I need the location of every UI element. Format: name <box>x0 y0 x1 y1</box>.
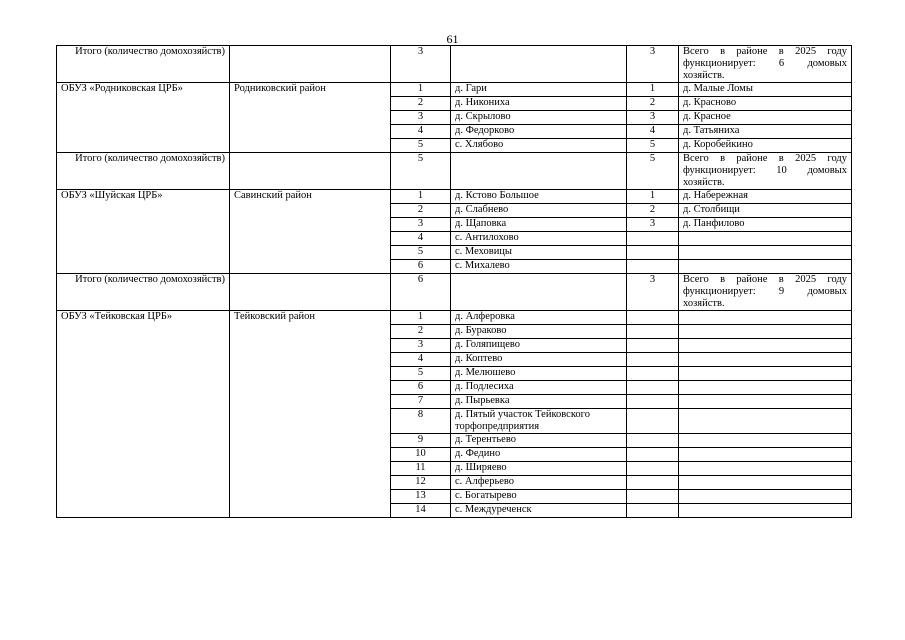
village-cell: д. Голяпищево <box>451 339 627 353</box>
row-number-2025-cell: 3 <box>627 218 679 232</box>
village-cell: д. Ширяево <box>451 462 627 476</box>
row-number-cell: 5 <box>391 367 451 381</box>
village-2025-cell <box>679 395 852 409</box>
village-2025-cell: д. Панфилово <box>679 218 852 232</box>
row-number-2025-cell <box>627 381 679 395</box>
village-cell: с. Хлябово <box>451 139 627 153</box>
total-count-cell: 5 <box>391 153 451 190</box>
row-number-2025-cell: 2 <box>627 97 679 111</box>
district-cell: Савинский район <box>230 190 391 274</box>
total-row <box>57 274 852 311</box>
row-number-cell: 7 <box>391 395 451 409</box>
row-number-2025-cell <box>627 434 679 448</box>
row-number-2025-cell <box>627 246 679 260</box>
row-number-cell: 11 <box>391 462 451 476</box>
village-cell: д. Слабнево <box>451 204 627 218</box>
row-number-cell: 12 <box>391 476 451 490</box>
row-number-cell: 3 <box>391 339 451 353</box>
page-number: 61 <box>446 32 459 46</box>
village-2025-cell <box>679 339 852 353</box>
row-number-cell: 3 <box>391 218 451 232</box>
total-count-cell: 6 <box>391 274 451 311</box>
households-table <box>56 45 852 518</box>
village-cell: с. Меховицы <box>451 246 627 260</box>
row-number-2025-cell: 1 <box>627 83 679 97</box>
district-cell: Родниковский район <box>230 83 391 153</box>
village-cell: д. Никониха <box>451 97 627 111</box>
row-number-cell: 1 <box>391 83 451 97</box>
village-2025-cell <box>679 504 852 518</box>
row-number-2025-cell: 2 <box>627 204 679 218</box>
row-number-cell: 2 <box>391 204 451 218</box>
row-number-cell: 1 <box>391 311 451 325</box>
village-2025-cell <box>679 311 852 325</box>
row-number-cell: 4 <box>391 125 451 139</box>
row-number-2025-cell <box>627 232 679 246</box>
row-number-cell: 6 <box>391 260 451 274</box>
village-2025-cell <box>679 246 852 260</box>
village-cell: д. Пятый участок Тейковского торфопредприятия <box>451 409 627 434</box>
total-row <box>57 153 852 190</box>
total-row <box>57 46 852 83</box>
empty-cell <box>451 153 627 190</box>
village-cell: д. Федино <box>451 448 627 462</box>
total-count-2025-cell: 3 <box>627 274 679 311</box>
village-2025-cell <box>679 367 852 381</box>
village-2025-cell <box>679 353 852 367</box>
row-number-2025-cell <box>627 325 679 339</box>
row-number-2025-cell <box>627 504 679 518</box>
row-number-cell: 9 <box>391 434 451 448</box>
row-number-2025-cell <box>627 476 679 490</box>
village-cell: д. Федорково <box>451 125 627 139</box>
village-cell: д. Коптево <box>451 353 627 367</box>
village-2025-cell: д. Столбищи <box>679 204 852 218</box>
row-number-2025-cell <box>627 409 679 434</box>
row-number-2025-cell <box>627 367 679 381</box>
table-row <box>57 83 852 97</box>
village-2025-cell: д. Татьяниха <box>679 125 852 139</box>
village-cell: д. Бураково <box>451 325 627 339</box>
village-cell: д. Скрылово <box>451 111 627 125</box>
total-label-cell: Итого (количество домохозяйств) <box>57 153 230 190</box>
village-2025-cell <box>679 409 852 434</box>
village-cell: д. Щаповка <box>451 218 627 232</box>
org-name-cell: ОБУЗ «Родниковская ЦРБ» <box>57 83 230 153</box>
total-label-cell: Итого (количество домохозяйств) <box>57 274 230 311</box>
empty-cell <box>451 46 627 83</box>
row-number-2025-cell <box>627 311 679 325</box>
village-cell: с. Михалево <box>451 260 627 274</box>
village-cell: д. Пырьевка <box>451 395 627 409</box>
row-number-cell: 2 <box>391 325 451 339</box>
empty-cell <box>230 274 391 311</box>
row-number-cell: 3 <box>391 111 451 125</box>
row-number-2025-cell: 3 <box>627 111 679 125</box>
village-2025-cell <box>679 462 852 476</box>
row-number-cell: 2 <box>391 97 451 111</box>
table-row <box>57 190 852 204</box>
row-number-2025-cell: 1 <box>627 190 679 204</box>
row-number-cell: 4 <box>391 353 451 367</box>
village-cell: д. Кстово Большое <box>451 190 627 204</box>
row-number-2025-cell <box>627 395 679 409</box>
village-cell: д. Подлесиха <box>451 381 627 395</box>
village-2025-cell: д. Набережная <box>679 190 852 204</box>
village-2025-cell: д. Красново <box>679 97 852 111</box>
row-number-2025-cell <box>627 462 679 476</box>
village-2025-cell <box>679 434 852 448</box>
village-cell: с. Междуреченск <box>451 504 627 518</box>
total-note-cell: Всего в районе в 2025 году функционирует: 10 домовых хозяйств. <box>679 153 852 190</box>
village-cell: д. Мелюшево <box>451 367 627 381</box>
total-note-cell: Всего в районе в 2025 году функционирует: 9 домовых хозяйств. <box>679 274 852 311</box>
row-number-cell: 5 <box>391 139 451 153</box>
district-cell: Тейковский район <box>230 311 391 518</box>
table-body <box>57 46 852 518</box>
row-number-cell: 4 <box>391 232 451 246</box>
village-cell: с. Алферьево <box>451 476 627 490</box>
row-number-2025-cell <box>627 490 679 504</box>
row-number-cell: 8 <box>391 409 451 434</box>
row-number-cell: 14 <box>391 504 451 518</box>
row-number-cell: 5 <box>391 246 451 260</box>
total-count-2025-cell: 5 <box>627 153 679 190</box>
row-number-cell: 6 <box>391 381 451 395</box>
total-count-cell: 3 <box>391 46 451 83</box>
village-cell: д. Терентьево <box>451 434 627 448</box>
village-2025-cell <box>679 325 852 339</box>
total-label-cell: Итого (количество домохозяйств) <box>57 46 230 83</box>
total-count-2025-cell: 3 <box>627 46 679 83</box>
row-number-cell: 13 <box>391 490 451 504</box>
village-cell: с. Антилохово <box>451 232 627 246</box>
table-row <box>57 311 852 325</box>
row-number-2025-cell: 5 <box>627 139 679 153</box>
village-cell: д. Гари <box>451 83 627 97</box>
total-note-cell: Всего в районе в 2025 году функционирует: 6 домовых хозяйств. <box>679 46 852 83</box>
village-2025-cell <box>679 490 852 504</box>
village-cell: д. Алферовка <box>451 311 627 325</box>
org-name-cell: ОБУЗ «Тейковская ЦРБ» <box>57 311 230 518</box>
village-2025-cell <box>679 476 852 490</box>
village-2025-cell: д. Малые Ломы <box>679 83 852 97</box>
row-number-2025-cell: 4 <box>627 125 679 139</box>
village-2025-cell <box>679 232 852 246</box>
row-number-2025-cell <box>627 448 679 462</box>
village-2025-cell: д. Коробейкино <box>679 139 852 153</box>
row-number-cell: 1 <box>391 190 451 204</box>
org-name-cell: ОБУЗ «Шуйская ЦРБ» <box>57 190 230 274</box>
row-number-2025-cell <box>627 353 679 367</box>
row-number-2025-cell <box>627 260 679 274</box>
village-2025-cell: д. Красное <box>679 111 852 125</box>
row-number-2025-cell <box>627 339 679 353</box>
village-2025-cell <box>679 448 852 462</box>
village-cell: с. Богатырево <box>451 490 627 504</box>
village-2025-cell <box>679 260 852 274</box>
row-number-cell: 10 <box>391 448 451 462</box>
empty-cell <box>230 46 391 83</box>
village-2025-cell <box>679 381 852 395</box>
empty-cell <box>230 153 391 190</box>
empty-cell <box>451 274 627 311</box>
